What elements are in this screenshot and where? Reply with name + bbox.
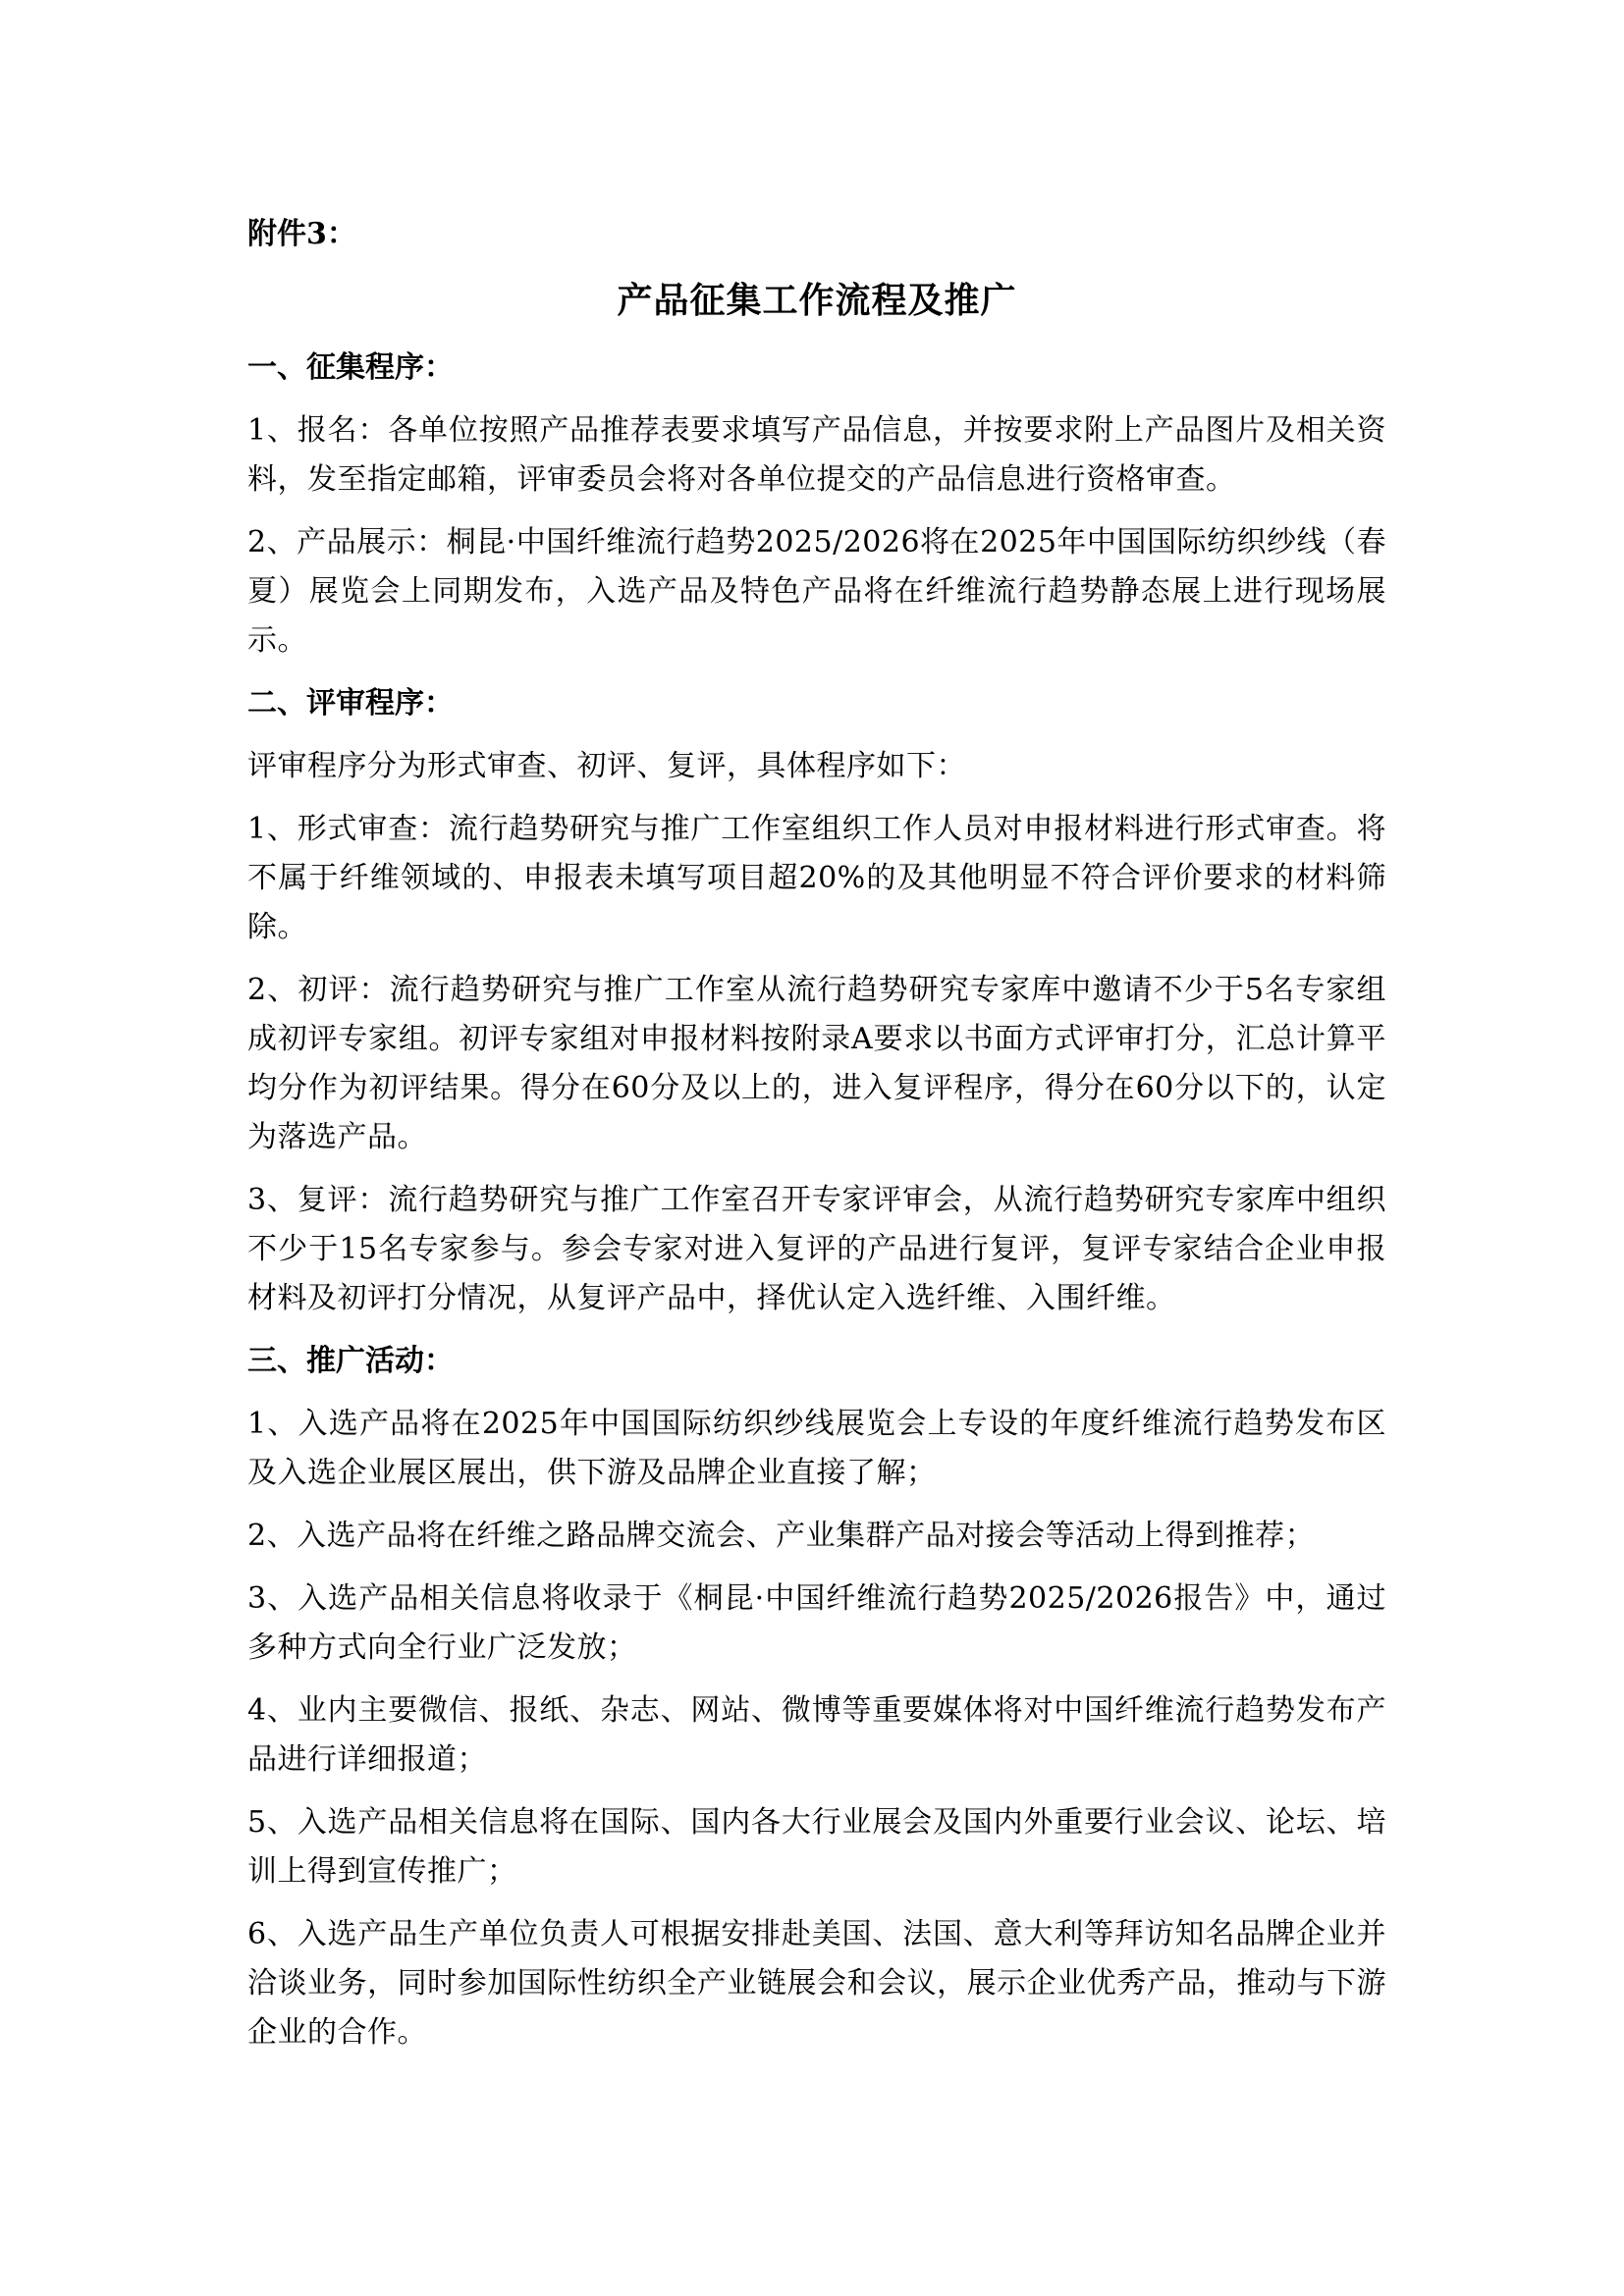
section-heading-collection: 一、征集程序： (247, 350, 454, 385)
paragraph-formal-review: 1、形式审查：流行趋势研究与推广工作室组织工作人员对申报材料进行形式审查。将不属于纤维领域的、申报表未填写项目超20%的及其他明显不符合评价要求的材料筛除。 (247, 812, 1386, 944)
section-heading-promotion: 三、推广活动： (247, 1344, 454, 1378)
paragraph-registration: 1、报名：各单位按照产品推荐表要求填写产品信息，并按要求附上产品图片及相关资料，发至指定邮箱，评审委员会将对各单位提交的产品信息进行资格审查。 (247, 413, 1386, 497)
paragraph-promotion-5: 5、入选产品相关信息将在国际、国内各大行业展会及国内外重要行业会议、论坛、培训上得到宣传推广； (247, 1805, 1386, 1889)
paragraph-promotion-2: 2、入选产品将在纤维之路品牌交流会、产业集群产品对接会等活动上得到推荐； (247, 1519, 1316, 1553)
attachment-label: 附件3： (247, 217, 356, 251)
paragraph-promotion-3: 3、入选产品相关信息将收录于《桐昆·中国纤维流行趋势2025/2026报告》中，通过多种方式向全行业广泛发放； (247, 1581, 1386, 1665)
paragraph-product-display: 2、产品展示：桐昆·中国纤维流行趋势2025/2026将在2025年中国国际纺织纱线（春夏）展览会上同期发布，入选产品及特色产品将在纤维流行趋势静态展上进行现场展示。 (247, 525, 1386, 658)
paragraph-promotion-6: 6、入选产品生产单位负责人可根据安排赴美国、法国、意大利等拜访知名品牌企业并洽谈业务，同时参加国际性纺织全产业链展会和会议，展示企业优秀产品，推动与下游企业的合作。 (247, 1917, 1386, 2050)
document-body (247, 206, 1386, 2057)
section-heading-review: 二、评审程序： (247, 686, 454, 721)
paragraph-preliminary-review: 2、初评：流行趋势研究与推广工作室从流行趋势研究专家库中邀请不少于5名专家组成初评专家组。初评专家组对申报材料按附录A要求以书面方式评审打分，汇总计算平均分作为初评结果。得分在60分及以上的，进入复评程序，得分在60分以下的，认定为落选产品。 (247, 973, 1386, 1154)
paragraph-review-intro: 评审程序分为形式审查、初评、复评，具体程序如下： (247, 749, 966, 783)
paragraph-promotion-1: 1、入选产品将在2025年中国国际纺织纱线展览会上专设的年度纤维流行趋势发布区及入选企业展区展出，供下游及品牌企业直接了解； (247, 1407, 1386, 1490)
paragraph-promotion-4: 4、业内主要微信、报纸、杂志、网站、微博等重要媒体将对中国纤维流行趋势发布产品进行详细报道； (247, 1693, 1386, 1777)
paragraph-final-review: 3、复评：流行趋势研究与推广工作室召开专家评审会，从流行趋势研究专家库中组织不少于15名专家参与。参会专家对进入复评的产品进行复评，复评专家结合企业申报材料及初评打分情况，从复评产品中，择优认定入选纤维、入围纤维。 (247, 1183, 1386, 1315)
document-title: 产品征集工作流程及推广 (617, 280, 1017, 321)
